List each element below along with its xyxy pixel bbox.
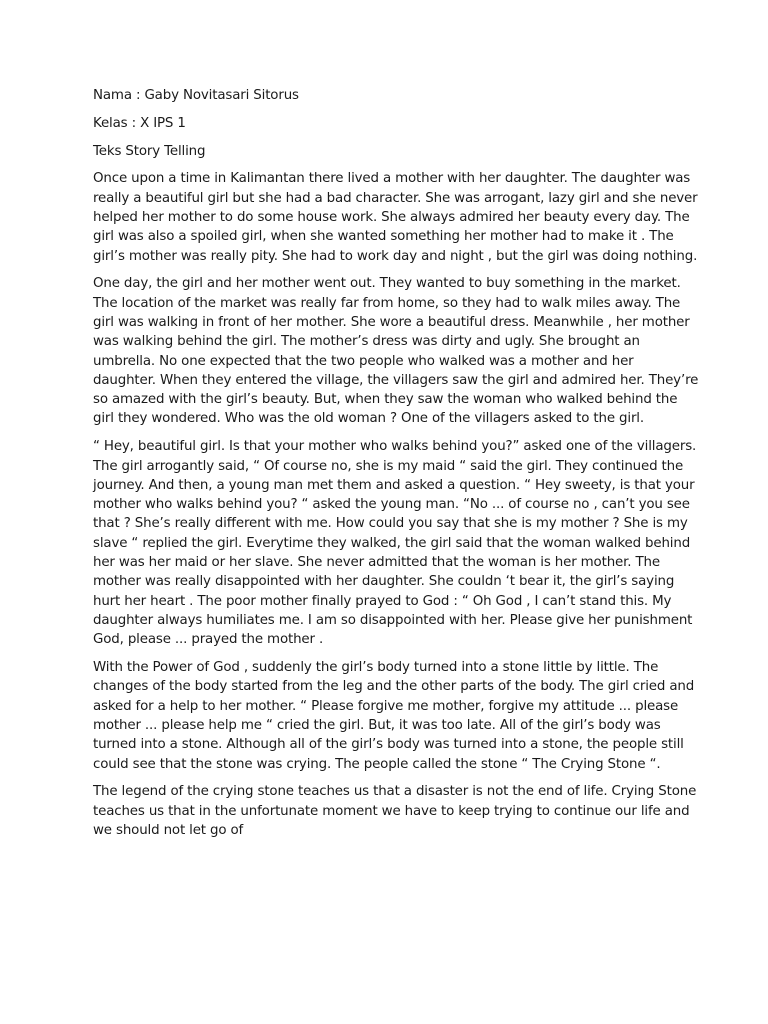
text-line: girl’s mother was really pity. She had to work day and night , but the girl was doing nothing.: [93, 248, 698, 264]
text-line: changes of the body started from the leg and the other parts of the body. The girl cried and: [93, 679, 695, 695]
text-line: umbrella. No one expected that the two people who walked was a mother and her: [93, 353, 634, 369]
text-line: One day, the girl and her mother went out. They wanted to buy something in the market.: [93, 276, 681, 292]
text-line: mother who walks behind you? “ asked the young man. “No ... of course no , can’t you see: [93, 497, 690, 513]
text-line: asked for a help to her mother. “ Please forgive me mother, forgive my attitude ... please: [93, 698, 679, 714]
text-line: hurt her heart . The poor mother finally prayed to God : “ Oh God , I can’t stand this. My: [93, 593, 672, 609]
text-line: slave “ replied the girl. Everytime they walked, the girl said that the woman walked behind: [93, 535, 691, 551]
text-line: God, please ... prayed the mother .: [93, 632, 324, 648]
text-line: daughter always humiliates me. I am so disappointed with her. Please give her punishment: [93, 612, 693, 628]
text-line: so amazed with the girl’s beauty. But, when they saw the woman who walked behind the: [93, 392, 678, 408]
text-line: With the Power of God , suddenly the girl’s body turned into a stone little by little. The: [93, 660, 659, 676]
text-line: journey. And then, a young man met them and asked a question. “ Hey sweety, is that your: [93, 477, 695, 493]
story-paragraph: [93, 782, 697, 840]
text-line: was walking behind the girl. The mother’s dress was dirty and ugly. She brought an: [93, 334, 640, 350]
text-line: mother was really disappointed with her daughter. She couldn ‘t bear it, the girl’s saying: [93, 574, 675, 590]
document-page: [93, 86, 699, 849]
text-line: that ? She’s really different with me. How could you say that she is my mother ? She is my: [93, 516, 688, 532]
story-paragraph: [93, 658, 695, 774]
text-line: her was her maid or her slave. She never admitted that the woman is her mother. The: [93, 555, 660, 571]
text-line: The location of the market was really far from home, so they had to walk miles away. The: [93, 295, 681, 311]
student-name: Nama : Gaby Novitasari Sitorus: [93, 88, 299, 103]
text-line: daughter. When they entered the village, the villagers saw the girl and admired her. They’re: [93, 372, 699, 388]
text-line: The legend of the crying stone teaches us that a disaster is not the end of life. Crying Stone: [93, 784, 697, 800]
story-body: [93, 169, 699, 840]
text-line: girl was walking in front of her mother. She wore a beautiful dress. Meanwhile , her mother: [93, 314, 690, 330]
text-line: mother ... please help me “ cried the girl. But, it was too late. All of the girl’s body was: [93, 717, 661, 733]
text-line: we should not let go of: [93, 822, 244, 838]
text-line: teaches us that in the unfortunate moment we have to keep trying to continue our life and: [93, 803, 690, 819]
text-line: girl they wondered. Who was the old woman ? One of the villagers asked to the girl.: [93, 411, 644, 427]
text-line: really a beautiful girl but she had a bad character. She was arrogant, lazy girl and she never: [93, 190, 698, 206]
text-line: “ Hey, beautiful girl. Is that your mother who walks behind you?” asked one of the villagers.: [93, 439, 697, 455]
document-title: Teks Story Telling: [93, 143, 206, 159]
story-paragraph: [93, 169, 698, 265]
text-line: girl was also a spoiled girl, when she wanted something her mother had to make it . The: [93, 229, 674, 245]
text-line: could see that the stone was crying. The people called the stone “ The Crying Stone “.: [93, 756, 661, 772]
text-line: The girl arrogantly said, “ Of course no, she is my maid “ said the girl. They continued the: [93, 458, 684, 474]
text-line: turned into a stone. Although all of the girl’s body was turned into a stone, the people still: [93, 737, 684, 753]
story-paragraph: [93, 437, 697, 649]
story-paragraph: [93, 274, 699, 428]
text-line: Once upon a time in Kalimantan there lived a mother with her daughter. The daughter was: [93, 171, 691, 187]
student-class: Kelas : X IPS 1: [93, 115, 186, 131]
text-line: helped her mother to do some house work. She always admired her beauty every day. The: [93, 209, 690, 225]
